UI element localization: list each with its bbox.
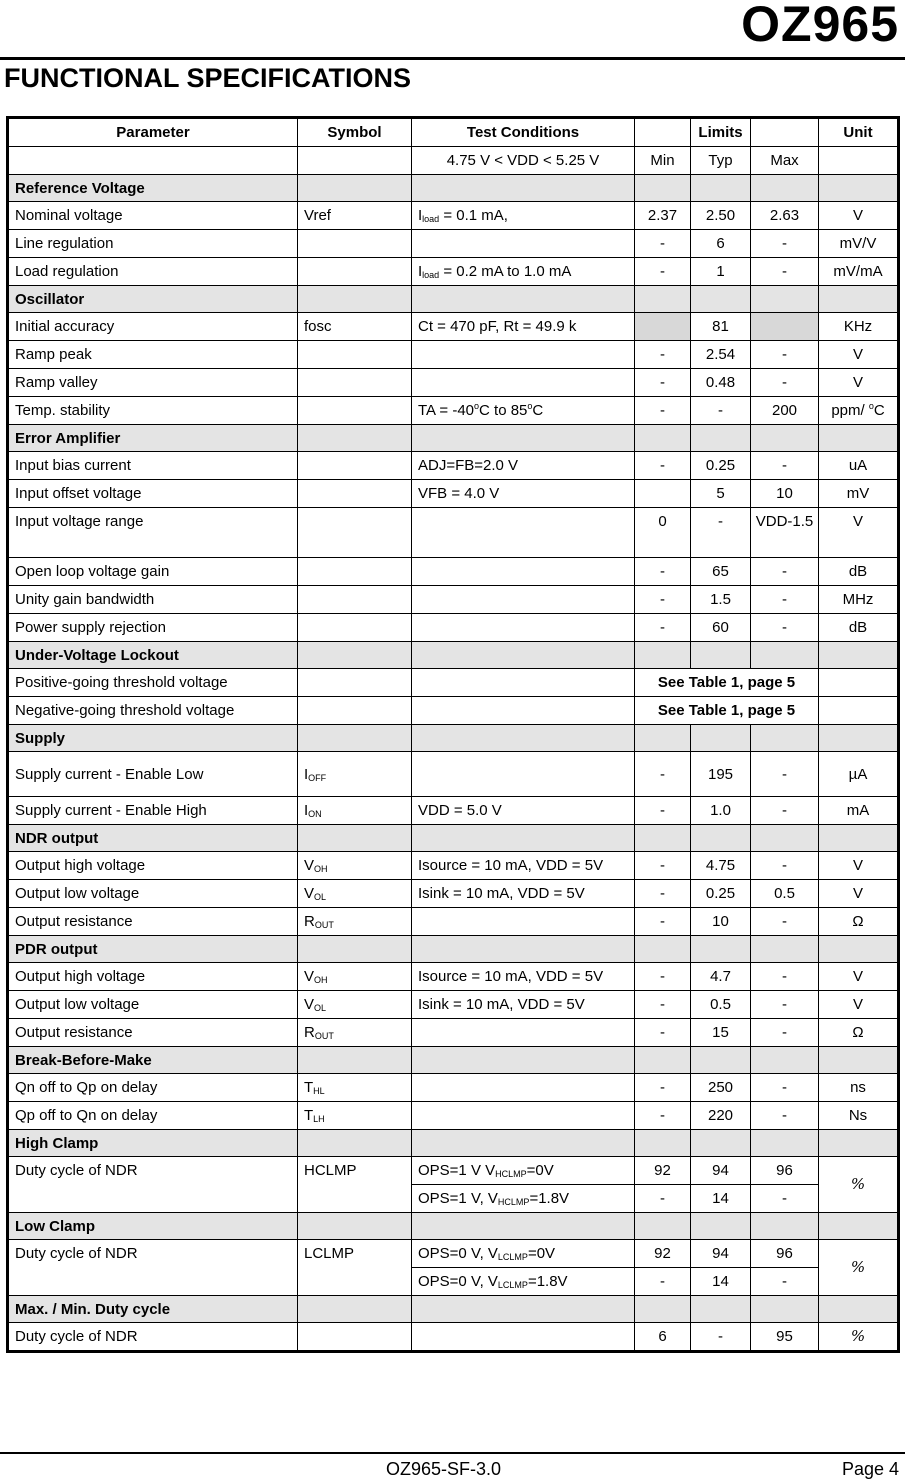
condition-cell: $I_{load} = 0.1$ mA,: [412, 202, 635, 230]
max-cell: 2.63: [751, 202, 819, 230]
max-cell: -: [751, 797, 819, 825]
param-cell: Input offset voltage: [8, 480, 298, 508]
symbol-cell: $I_{OFF}$: [298, 752, 412, 797]
condition-cell: OPS=0 V, $V_{LCLMP}=0V$: [412, 1240, 635, 1268]
symbol-cell: $V_{OH}$: [298, 963, 412, 991]
category-row: [8, 175, 899, 202]
typ-cell: 195: [691, 752, 751, 797]
table-row: [8, 258, 899, 286]
unit-cell: mV/V: [819, 230, 899, 258]
min-cell: -: [635, 752, 691, 797]
min-cell: -: [635, 1102, 691, 1130]
table-row: [8, 1102, 899, 1130]
typ-cell: 10: [691, 908, 751, 936]
param-cell: Output low voltage: [8, 880, 298, 908]
category-row: [8, 1213, 899, 1240]
max-cell: -: [751, 852, 819, 880]
unit-cell: Ω: [819, 1019, 899, 1047]
spec-table: [6, 116, 900, 1353]
param-cell: Input bias current: [8, 452, 298, 480]
table-reference: See Table 1, page 5: [635, 669, 819, 697]
unit-cell: uA: [819, 452, 899, 480]
unit-cell: V: [819, 852, 899, 880]
table-row: [8, 797, 899, 825]
unit-cell: %: [819, 1157, 899, 1213]
col-header-conditions: Test Conditions: [412, 118, 635, 147]
condition-cell: OPS=1 V, $V_{HCLMP}=1.8V$: [412, 1185, 635, 1213]
symbol-cell: LCLMP: [298, 1240, 412, 1296]
max-cell: -: [751, 908, 819, 936]
param-cell: Power supply rejection: [8, 614, 298, 642]
param-cell: Qp off to Qn on delay: [8, 1102, 298, 1130]
max-cell: -: [751, 341, 819, 369]
typ-cell: 4.75: [691, 852, 751, 880]
unit-cell: µA: [819, 752, 899, 797]
typ-cell: 1: [691, 258, 751, 286]
supply-condition: 4.75 V < VDD < 5.25 V: [412, 147, 635, 175]
category-row: [8, 725, 899, 752]
min-cell: -: [635, 1074, 691, 1102]
typ-cell: 14: [691, 1268, 751, 1296]
unit-cell: mA: [819, 797, 899, 825]
param-cell: Duty cycle of NDR: [8, 1240, 298, 1296]
unit-cell: mV/mA: [819, 258, 899, 286]
max-cell: 96: [751, 1240, 819, 1268]
table-row: [8, 397, 899, 425]
max-cell: -: [751, 558, 819, 586]
min-cell: -: [635, 1185, 691, 1213]
typ-cell: 1.0: [691, 797, 751, 825]
min-cell: 0: [635, 508, 691, 558]
min-cell: 92: [635, 1240, 691, 1268]
unit-cell: Ω: [819, 908, 899, 936]
unit-cell: V: [819, 880, 899, 908]
category-label: Under-Voltage Lockout: [8, 642, 298, 669]
condition-cell: OPS=1 V $V_{HCLMP}=0V$: [412, 1157, 635, 1185]
param-cell: Line regulation: [8, 230, 298, 258]
param-cell: Output resistance: [8, 1019, 298, 1047]
condition-cell: Isource = 10 mA, VDD = 5V: [412, 852, 635, 880]
condition-cell: Isource = 10 mA, VDD = 5V: [412, 963, 635, 991]
param-cell: Output high voltage: [8, 852, 298, 880]
param-cell: Positive-going threshold voltage: [8, 669, 298, 697]
typ-cell: 250: [691, 1074, 751, 1102]
typ-cell: 0.25: [691, 880, 751, 908]
min-cell: -: [635, 341, 691, 369]
table-row: [8, 963, 899, 991]
typ-cell: 220: [691, 1102, 751, 1130]
param-cell: Negative-going threshold voltage: [8, 697, 298, 725]
param-cell: Duty cycle of NDR: [8, 1157, 298, 1213]
unit-cell: %: [819, 1240, 899, 1296]
min-cell: 92: [635, 1157, 691, 1185]
category-label: NDR output: [8, 825, 298, 852]
table-row: [8, 230, 899, 258]
max-cell: -: [751, 1185, 819, 1213]
condition-cell: OPS=0 V, $V_{LCLMP}=1.8V$: [412, 1268, 635, 1296]
table-row: [8, 341, 899, 369]
min-cell: -: [635, 614, 691, 642]
symbol-cell: $R_{OUT}$: [298, 908, 412, 936]
max-cell: 0.5: [751, 880, 819, 908]
table-reference: See Table 1, page 5: [635, 697, 819, 725]
max-cell: -: [751, 1268, 819, 1296]
category-row: [8, 1130, 899, 1157]
param-cell: Ramp peak: [8, 341, 298, 369]
min-cell: -: [635, 991, 691, 1019]
category-label: Low Clamp: [8, 1213, 298, 1240]
col-header-unit: Unit: [819, 118, 899, 147]
typ-cell: 2.50: [691, 202, 751, 230]
unit-cell: dB: [819, 558, 899, 586]
unit-cell: V: [819, 508, 899, 558]
min-cell: -: [635, 397, 691, 425]
param-cell: Output low voltage: [8, 991, 298, 1019]
col-header-typ: Typ: [691, 147, 751, 175]
col-header-blank: [751, 118, 819, 147]
min-cell: -: [635, 908, 691, 936]
typ-cell: 14: [691, 1185, 751, 1213]
max-cell: 10: [751, 480, 819, 508]
unit-cell: V: [819, 341, 899, 369]
min-cell: 2.37: [635, 202, 691, 230]
col-header-symbol: Symbol: [298, 118, 412, 147]
category-label: Oscillator: [8, 286, 298, 313]
param-cell: Unity gain bandwidth: [8, 586, 298, 614]
category-label: PDR output: [8, 936, 298, 963]
symbol-cell: $I_{ON}$: [298, 797, 412, 825]
category-row: [8, 286, 899, 313]
typ-cell: 15: [691, 1019, 751, 1047]
min-cell: [635, 313, 691, 341]
max-cell: -: [751, 991, 819, 1019]
table-row: [8, 1074, 899, 1102]
condition-cell: $I_{load} = 0.2$ mA to 1.0 mA: [412, 258, 635, 286]
symbol-cell: Vref: [298, 202, 412, 230]
symbol-cell: $V_{OL}$: [298, 991, 412, 1019]
min-cell: -: [635, 852, 691, 880]
min-cell: -: [635, 1268, 691, 1296]
condition-cell: TA = $-40^oC$ to 85$^o$C: [412, 397, 635, 425]
typ-cell: -: [691, 397, 751, 425]
param-cell: Qn off to Qp on delay: [8, 1074, 298, 1102]
unit-cell: ns: [819, 1074, 899, 1102]
typ-cell: 60: [691, 614, 751, 642]
min-cell: -: [635, 1019, 691, 1047]
min-cell: -: [635, 452, 691, 480]
unit-cell: KHz: [819, 313, 899, 341]
max-cell: VDD-1.5: [751, 508, 819, 558]
typ-cell: 1.5: [691, 586, 751, 614]
symbol-cell: $R_{OUT}$: [298, 1019, 412, 1047]
table-row: [8, 1323, 899, 1352]
max-cell: -: [751, 369, 819, 397]
max-cell: [751, 313, 819, 341]
table-row: [8, 614, 899, 642]
category-label: High Clamp: [8, 1130, 298, 1157]
max-cell: 200: [751, 397, 819, 425]
param-cell: Load regulation: [8, 258, 298, 286]
table-row: [8, 991, 899, 1019]
min-cell: 6: [635, 1323, 691, 1352]
typ-cell: 2.54: [691, 341, 751, 369]
max-cell: 95: [751, 1323, 819, 1352]
unit-cell: V: [819, 991, 899, 1019]
symbol-cell: $T_{LH}$: [298, 1102, 412, 1130]
table-row: [8, 508, 899, 558]
table-row: [8, 880, 899, 908]
table-row: [8, 313, 899, 341]
unit-cell: V: [819, 369, 899, 397]
condition-cell: Ct = 470 pF, Rt = 49.9 k: [412, 313, 635, 341]
table-subheader-row: [8, 147, 899, 175]
col-header-blank: [635, 118, 691, 147]
footer-doc-id: OZ965-SF-3.0: [386, 1459, 502, 1479]
table-row: [8, 452, 899, 480]
param-cell: Duty cycle of NDR: [8, 1323, 298, 1352]
unit-cell: MHz: [819, 586, 899, 614]
unit-cell: %: [819, 1323, 899, 1352]
typ-cell: 94: [691, 1157, 751, 1185]
col-header-min: Min: [635, 147, 691, 175]
col-header-limits: Limits: [691, 118, 751, 147]
typ-cell: 0.48: [691, 369, 751, 397]
max-cell: 96: [751, 1157, 819, 1185]
category-label: Error Amplifier: [8, 425, 298, 452]
param-cell: Ramp valley: [8, 369, 298, 397]
table-row: [8, 369, 899, 397]
category-row: [8, 936, 899, 963]
condition-cell: VFB = 4.0 V: [412, 480, 635, 508]
param-cell: Supply current - Enable Low: [8, 752, 298, 797]
symbol-cell: HCLMP: [298, 1157, 412, 1213]
table-row: [8, 1157, 899, 1185]
symbol-cell: $T_{HL}$: [298, 1074, 412, 1102]
table-row: [8, 697, 899, 725]
table-row: [8, 586, 899, 614]
unit-cell: V: [819, 963, 899, 991]
min-cell: -: [635, 797, 691, 825]
max-cell: -: [751, 963, 819, 991]
table-row: [8, 669, 899, 697]
table-row: [8, 908, 899, 936]
max-cell: -: [751, 230, 819, 258]
table-row: [8, 480, 899, 508]
table-row: [8, 852, 899, 880]
min-cell: -: [635, 880, 691, 908]
param-cell: Input voltage range: [8, 508, 298, 558]
table-row: [8, 202, 899, 230]
max-cell: -: [751, 258, 819, 286]
typ-cell: 0.25: [691, 452, 751, 480]
min-cell: -: [635, 586, 691, 614]
col-header-max: Max: [751, 147, 819, 175]
max-cell: -: [751, 752, 819, 797]
category-label: Break-Before-Make: [8, 1047, 298, 1074]
param-cell: Temp. stability: [8, 397, 298, 425]
category-label: Reference Voltage: [8, 175, 298, 202]
unit-cell: Ns: [819, 1102, 899, 1130]
category-label: Max. / Min. Duty cycle: [8, 1296, 298, 1323]
param-cell: Supply current - Enable High: [8, 797, 298, 825]
typ-cell: 81: [691, 313, 751, 341]
category-row: [8, 1047, 899, 1074]
typ-cell: 5: [691, 480, 751, 508]
condition-cell: Isink = 10 mA, VDD = 5V: [412, 991, 635, 1019]
document-title: OZ965: [741, 0, 899, 52]
symbol-cell: $V_{OH}$: [298, 852, 412, 880]
table-header-row: [8, 118, 899, 147]
col-header-parameter: Parameter: [8, 118, 298, 147]
condition-cell: ADJ=FB=2.0 V: [412, 452, 635, 480]
table-row: [8, 558, 899, 586]
max-cell: -: [751, 586, 819, 614]
max-cell: -: [751, 1019, 819, 1047]
condition-cell: VDD = 5.0 V: [412, 797, 635, 825]
section-title: FUNCTIONAL SPECIFICATIONS: [4, 63, 412, 93]
param-cell: Open loop voltage gain: [8, 558, 298, 586]
typ-cell: 0.5: [691, 991, 751, 1019]
category-label: Supply: [8, 725, 298, 752]
unit-cell: mV: [819, 480, 899, 508]
unit-cell: dB: [819, 614, 899, 642]
category-row: [8, 1296, 899, 1323]
symbol-cell: fosc: [298, 313, 412, 341]
max-cell: -: [751, 1074, 819, 1102]
param-cell: Output resistance: [8, 908, 298, 936]
table-row: [8, 1019, 899, 1047]
symbol-cell: $V_{OL}$: [298, 880, 412, 908]
param-cell: Initial accuracy: [8, 313, 298, 341]
param-cell: Output high voltage: [8, 963, 298, 991]
footer-rule: [0, 1452, 905, 1454]
unit-cell: V: [819, 202, 899, 230]
max-cell: -: [751, 452, 819, 480]
condition-cell: Isink = 10 mA, VDD = 5V: [412, 880, 635, 908]
max-cell: -: [751, 614, 819, 642]
unit-cell: ppm/ $^o$C: [819, 397, 899, 425]
table-row: [8, 1240, 899, 1268]
footer-page-number: Page 4: [841, 1459, 899, 1479]
min-cell: -: [635, 230, 691, 258]
table-row: [8, 752, 899, 797]
typ-cell: 94: [691, 1240, 751, 1268]
min-cell: -: [635, 258, 691, 286]
typ-cell: 65: [691, 558, 751, 586]
typ-cell: -: [691, 508, 751, 558]
min-cell: -: [635, 963, 691, 991]
category-row: [8, 425, 899, 452]
max-cell: -: [751, 1102, 819, 1130]
typ-cell: -: [691, 1323, 751, 1352]
category-row: [8, 825, 899, 852]
typ-cell: 6: [691, 230, 751, 258]
min-cell: -: [635, 558, 691, 586]
typ-cell: 4.7: [691, 963, 751, 991]
min-cell: -: [635, 369, 691, 397]
category-row: [8, 642, 899, 669]
param-cell: Nominal voltage: [8, 202, 298, 230]
